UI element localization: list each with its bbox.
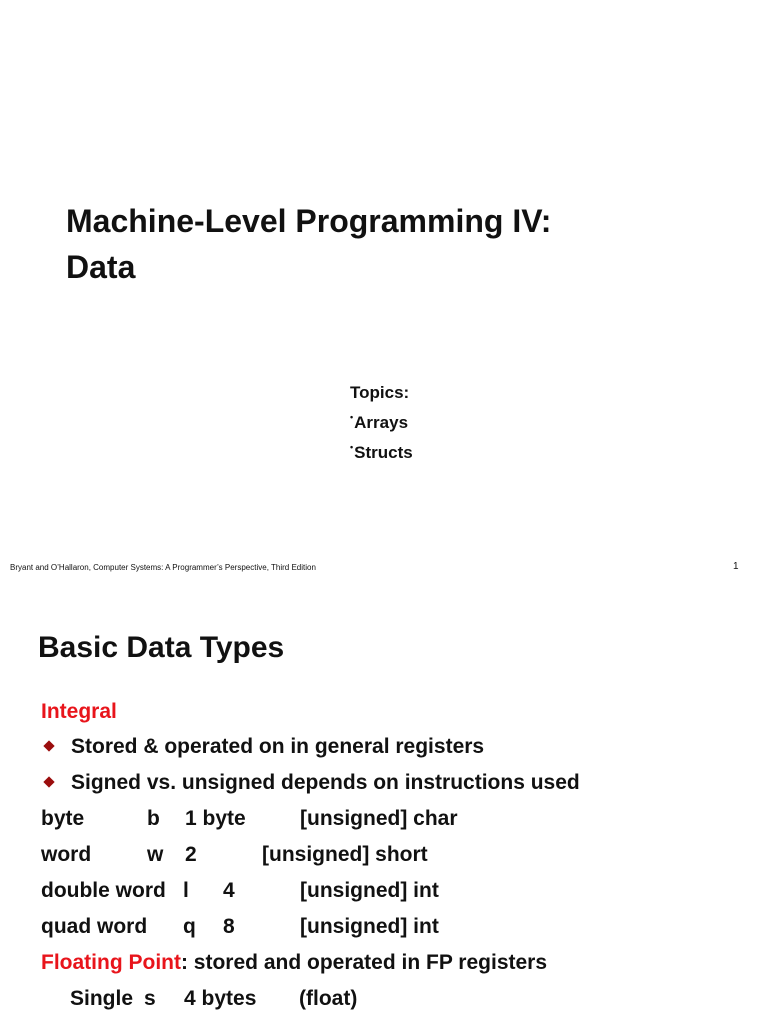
type-row <box>41 840 428 870</box>
c-type: [unsigned] int <box>300 915 439 938</box>
slide-title-line-1: Machine-Level Programming IV: <box>66 203 552 239</box>
type-name: Single <box>70 987 134 1010</box>
type-size: 4 <box>223 879 235 902</box>
topic-label: Arrays <box>354 413 409 432</box>
slide-footer: Bryant and O’Hallaron, Computer Systems: A Programmer’s Perspective, Third Edition <box>10 563 316 572</box>
type-size: 2 <box>185 843 197 866</box>
diamond-bullet-icon <box>43 776 54 787</box>
fp-line <box>41 948 547 978</box>
type-suffix: q <box>183 915 196 938</box>
bullet-dot-icon: • <box>350 442 354 452</box>
type-suffix: s <box>144 987 156 1010</box>
type-name: byte <box>41 807 85 830</box>
c-type: [unsigned] short <box>262 843 428 866</box>
type-suffix: w <box>147 843 164 866</box>
bullet-text: Stored & operated on in general registers <box>71 735 485 758</box>
type-row <box>41 804 458 834</box>
topic-item <box>350 438 413 468</box>
type-suffix: b <box>147 807 160 830</box>
content-slide <box>0 590 768 1024</box>
slide-title <box>66 198 706 290</box>
fp-description: : stored and operated in FP registers <box>180 951 548 974</box>
slide-title-line-2: Data <box>66 249 136 285</box>
bullet-item <box>41 732 484 762</box>
type-row <box>41 876 439 906</box>
slide-heading: Basic Data Types <box>38 631 285 664</box>
bullet-item <box>41 768 580 798</box>
type-size: 4 bytes <box>184 987 257 1010</box>
type-row <box>70 984 357 1014</box>
c-type: [unsigned] char <box>300 807 458 830</box>
integral-label: Integral <box>41 700 117 723</box>
topics-heading: Topics: <box>350 383 410 402</box>
fp-label: Floating Point <box>41 951 181 974</box>
topic-item <box>350 408 413 438</box>
topics-list <box>350 378 413 468</box>
c-type: [unsigned] int <box>300 879 439 902</box>
type-suffix: l <box>183 879 189 902</box>
type-size: 1 byte <box>185 807 246 830</box>
topic-label: Structs <box>354 443 413 462</box>
page-number: 1 <box>733 561 739 572</box>
bullet-dot-icon: • <box>350 412 354 422</box>
type-row <box>41 912 439 942</box>
type-size: 8 <box>223 915 235 938</box>
diamond-bullet-icon <box>43 740 54 751</box>
type-name: word <box>41 843 92 866</box>
bullet-text: Signed vs. unsigned depends on instructions used <box>71 771 580 794</box>
c-type: (float) <box>299 987 358 1010</box>
type-name: double word <box>41 879 166 902</box>
type-name: quad word <box>41 915 148 938</box>
